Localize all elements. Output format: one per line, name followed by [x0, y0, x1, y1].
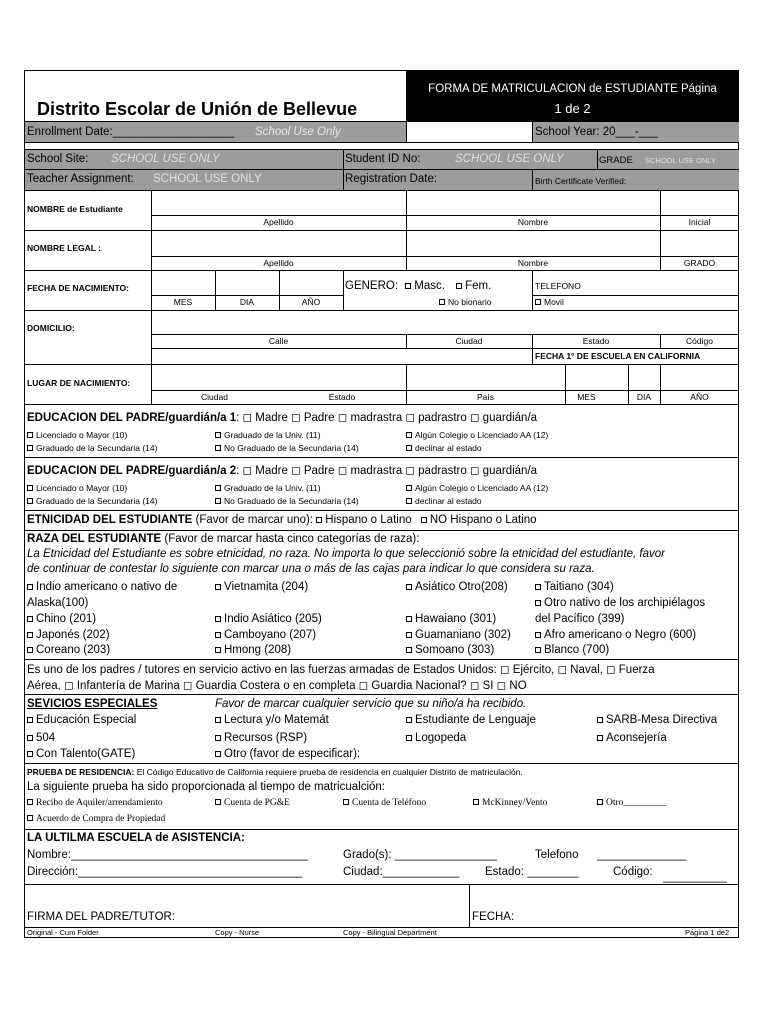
svc-lectura[interactable] [215, 714, 329, 726]
movil-checkbox[interactable] [535, 299, 541, 305]
masc-label: Masc. [414, 280, 445, 292]
race-camboyano-label: Camboyano (207) [224, 629, 317, 641]
svc-educacion-especial-checkbox[interactable] [27, 717, 33, 723]
race-blanco-label: Blanco (700) [544, 644, 610, 656]
teacher-label: Teacher Assignment: [27, 173, 134, 185]
parent1-row [27, 410, 537, 424]
dob-dia: DIA [239, 297, 255, 307]
enrollment-label: Enrollment Date:___________________ [27, 126, 235, 138]
residence-row [27, 767, 523, 777]
escuela-dia: DIA [636, 392, 652, 402]
res-mckinney[interactable] [473, 798, 547, 808]
race-otro-nativo[interactable] [535, 597, 705, 609]
race-coreano[interactable] [27, 644, 110, 656]
p2-graduado-univ[interactable] [215, 483, 321, 493]
svc-aconsejeria[interactable] [597, 732, 667, 744]
enrollment-value: School Use Only [255, 126, 341, 138]
res-recibo[interactable] [27, 798, 163, 808]
race-camboyano[interactable] [215, 629, 316, 641]
race-afro[interactable] [535, 629, 696, 641]
nombre-caption: Nombre [517, 217, 549, 227]
gender-label: GENERO: [345, 280, 399, 292]
svc-educacion-especial[interactable] [27, 714, 136, 726]
svc-lectura-checkbox[interactable] [215, 717, 221, 723]
race-hmong[interactable] [215, 644, 291, 656]
res-otro[interactable] [597, 798, 666, 808]
race-blanco[interactable] [535, 644, 609, 656]
p2-algun-colegio-label: Algún Colegio o Licenciado AA (12) [415, 483, 549, 493]
p2-graduado-sec-label: Graduado de la Secundaria (14) [36, 496, 158, 506]
race-indio-asiatico-label: Indio Asiático (205) [224, 613, 322, 625]
race-somoano[interactable] [406, 644, 494, 656]
race-coreano-checkbox[interactable] [27, 647, 33, 653]
race-note-2: de continuar de contestar lo siguiente con marcar una o más de las cajas para indicar lo que considera su raza. [27, 563, 595, 575]
parent2-title: EDUCACION DEL PADRE/guardián/a 2 [27, 465, 237, 477]
grade-label: GRADE [599, 155, 633, 166]
p1-licenciado-checkbox[interactable] [27, 432, 33, 438]
footer-copy-nurse: Copy - Nurse [215, 928, 260, 937]
race-somoano-checkbox[interactable] [406, 647, 412, 653]
p2-licenciado[interactable] [27, 483, 127, 493]
domicilio-label: DOMICILIO: [27, 323, 75, 333]
lugar-ciudad: Ciudad [201, 392, 228, 402]
race-otro-nativo-2: del Pacífico (399) [535, 613, 625, 625]
race-chino-checkbox[interactable] [27, 616, 33, 622]
escuela-ano: AÑO [690, 392, 709, 402]
race-afro-checkbox[interactable] [535, 632, 541, 638]
p2-licenciado-label: Licenciado o Mayor (10) [36, 483, 128, 493]
registration-label: Registration Date: [345, 173, 438, 185]
race-instruction: (Favor de marcar hasta cinco categorías de raza): [164, 533, 420, 545]
last-school-grados[interactable]: Grado(s): ________________ [343, 849, 498, 861]
race-asiatico-otro-label: Asiático Otro(208) [415, 581, 508, 593]
res-pge-label: Cuenta de PG&E [224, 798, 290, 808]
movil-label: Movil [544, 297, 564, 307]
svc-504[interactable] [27, 732, 55, 744]
p2-graduado-univ-label: Graduado de la Univ. (11) [224, 483, 321, 493]
student-name-label: NOMBRE de Estudiante [27, 204, 123, 214]
race-asiatico-otro[interactable] [406, 581, 508, 593]
p1-graduado-univ-label: Graduado de la Univ. (11) [224, 430, 321, 440]
p1-licenciado-label: Licenciado o Mayor (10) [36, 430, 128, 440]
svc-504-label: 504 [36, 732, 56, 744]
military-line1[interactable]: Es uno de los padres / tutores en servicio activo en las fuerzas armadas de Estados Unidos: ◻ Ejército, ◻ Naval, ◻ Fuerza [27, 664, 655, 676]
legal-name-label: NOMBRE LEGAL : [27, 243, 101, 253]
race-vietnamita-label: Vietnamita (204) [224, 581, 309, 593]
fecha-label: FECHA: [472, 911, 515, 923]
p1-algun-colegio[interactable] [406, 430, 548, 440]
military-line2[interactable]: Aérea, ◻ Infantería de Marina ◻ Guardia Costera o en completa ◻ Guardia Nacional? ◻ SI ◻ NO [27, 680, 527, 692]
race-taitiano[interactable] [535, 581, 614, 593]
race-indio-label: Indio americano o nativo de [36, 581, 178, 593]
svc-lenguaje-label: Estudiante de Lenguaje [415, 714, 536, 726]
race-hawaiano-label: Hawaiano (301) [415, 613, 497, 625]
legal-apellido-caption: Apellido [263, 258, 294, 268]
grado-caption: GRADO [683, 258, 716, 268]
p1-declinar-checkbox[interactable] [406, 445, 412, 451]
ethnicity-title: ETNICIDAD DEL ESTUDIANTE [27, 514, 193, 526]
svc-gate[interactable] [27, 748, 135, 760]
parent2-relations[interactable]: : ◻ Madre ◻ Padre ◻ madrastra ◻ padrastro ◻ guardián/a [236, 465, 538, 477]
p1-graduado-sec-label: Graduado de la Secundaria (14) [36, 443, 158, 453]
services-title: SEVICIOS ESPECIALES [27, 698, 158, 710]
res-otro-checkbox[interactable] [597, 799, 603, 805]
codigo-caption: Código [686, 336, 713, 346]
p1-graduado-univ[interactable] [215, 430, 321, 440]
footer-original: Original - Cum Folder [27, 928, 99, 937]
calle-caption: Calle [268, 336, 289, 346]
district-title: Distrito Escolar de Unión de Bellevue [37, 99, 358, 119]
dob-mes: MES [173, 297, 193, 307]
race-japones[interactable] [27, 629, 110, 641]
race-indio[interactable] [27, 581, 177, 593]
hispano-checkbox[interactable] [316, 517, 322, 523]
grade-value: SCHOOL USE ONLY [645, 156, 716, 165]
race-coreano-label: Coreano (203) [36, 644, 111, 656]
last-school-estado[interactable]: Estado: ________ [485, 866, 579, 878]
race-japones-checkbox[interactable] [27, 632, 33, 638]
nobinario-row [439, 297, 491, 307]
race-guamaniano[interactable] [406, 629, 511, 641]
no-hispano-label: NO Hispano o Latino [429, 514, 537, 526]
res-mckinney-label: McKinney/Vento [482, 798, 548, 808]
p2-no-graduado-label: No Graduado de la Secundaria (14) [224, 496, 359, 506]
last-school-nombre[interactable]: Nombre:_____________________________________ [27, 849, 308, 861]
p1-licenciado[interactable] [27, 430, 127, 440]
p1-algun-colegio-checkbox[interactable] [406, 432, 412, 438]
p2-algun-colegio-checkbox[interactable] [406, 485, 412, 491]
p2-licenciado-checkbox[interactable] [27, 485, 33, 491]
fem-checkbox[interactable] [456, 283, 462, 289]
p1-no-graduado-checkbox[interactable] [215, 445, 221, 451]
svc-lenguaje[interactable] [406, 714, 536, 726]
legal-nombre-caption: Nombre [517, 258, 549, 268]
res-telefono-label: Cuenta de Teléfono [352, 798, 427, 808]
race-indio-checkbox[interactable] [27, 584, 33, 590]
race-chino-label: Chino (201) [36, 613, 97, 625]
race-taitiano-checkbox[interactable] [535, 584, 541, 590]
race-asiatico-otro-checkbox[interactable] [406, 584, 412, 590]
race-indio-asiatico[interactable] [215, 613, 322, 625]
race-title: RAZA DEL ESTUDIANTE [27, 533, 162, 545]
dob-ano: AÑO [301, 297, 321, 307]
last-school-codigo: Código: [613, 866, 653, 878]
race-chino[interactable] [27, 613, 96, 625]
svc-lenguaje-checkbox[interactable] [406, 717, 412, 723]
apellido-caption: Apellido [263, 217, 294, 227]
p1-no-graduado-label: No Graduado de la Secundaria (14) [224, 443, 359, 453]
p2-no-graduado-checkbox[interactable] [215, 498, 221, 504]
race-somoano-label: Somoano (303) [415, 644, 495, 656]
race-japones-label: Japonés (202) [36, 629, 110, 641]
res-acuerdo-checkbox[interactable] [27, 815, 33, 821]
last-school-title: LA ULTILMA ESCUELA de ASISTENCIA: [27, 832, 245, 844]
residence-title: PRUEBA DE RESIDENCIA: [27, 767, 135, 777]
p1-algun-colegio-label: Algún Colegio o Licenciado AA (12) [415, 430, 549, 440]
footer-page: Página 1 de2 [685, 928, 730, 937]
svc-recursos-label: Recursos (RSP) [224, 732, 308, 744]
ciudad-caption: Ciudad [455, 336, 483, 346]
fecha-escuela-ca: FECHA 1° DE ESCUELA EN CALIFORNIA [535, 351, 701, 361]
ethnicity-instruction: (Favor de marcar uno): [195, 514, 314, 526]
p2-declinar-checkbox[interactable] [406, 498, 412, 504]
race-taitiano-label: Taitiano (304) [544, 581, 614, 593]
res-acuerdo[interactable] [27, 814, 165, 824]
res-pge[interactable] [215, 798, 290, 808]
enrollment-form [24, 70, 739, 938]
res-telefono[interactable] [343, 798, 426, 808]
race-hmong-label: Hmong (208) [224, 644, 292, 656]
footer-copy-bilingual: Copy - Bilingual Department [343, 928, 437, 937]
school-site-label: School Site: [27, 153, 89, 165]
fem-label: Fem. [465, 280, 492, 292]
svc-sarb[interactable] [597, 714, 717, 726]
residence-text: El Código Educativo de California requiere prueba de residencia en cualquier Distrito de matriculación. [136, 767, 523, 777]
birth-cert-label: Birth Certificate Verified: [535, 176, 627, 186]
services-instruction: Favor de marcar cualquier servicio que su niño/a ha recibido. [215, 698, 527, 710]
no-hispano-checkbox[interactable] [421, 517, 427, 523]
svc-aconsejeria-checkbox[interactable] [597, 735, 603, 741]
race-note-1: La Etnicidad del Estudiante es sobre etnicidad, no raza. No importa lo que seleccionió sobre la etnicidad del estudiante, favor [27, 548, 666, 560]
p2-declinar-label: declinar al estado [415, 496, 482, 506]
res-telefono-checkbox[interactable] [343, 799, 349, 805]
school-site-value: SCHOOL USE ONLY [111, 153, 220, 165]
parent2-row [27, 463, 537, 477]
lugar-pais: País [476, 392, 494, 402]
race-vietnamita-checkbox[interactable] [215, 584, 221, 590]
race-indio-2: Alaska(100) [27, 597, 89, 609]
estado-caption: Estado [582, 336, 610, 346]
p1-graduado-sec[interactable] [27, 443, 157, 453]
form-title-line2: 1 de 2 [554, 101, 591, 116]
svc-sarb-label: SARB-Mesa Directiva [606, 714, 718, 726]
lugar-estado: Estado [328, 392, 356, 402]
parent1-title: EDUCACION DEL PADRE/guardián/a 1 [27, 412, 237, 424]
svc-sarb-checkbox[interactable] [597, 717, 603, 723]
svc-recursos-checkbox[interactable] [215, 735, 221, 741]
student-id-value: SCHOOL USE ONLY [455, 153, 564, 165]
race-blanco-checkbox[interactable] [535, 647, 541, 653]
svc-logopeda-label: Logopeda [415, 732, 467, 744]
res-otro-label: Otro_________ [606, 798, 667, 808]
form-title-box [406, 71, 739, 121]
svc-logopeda-checkbox[interactable] [406, 735, 412, 741]
res-mckinney-checkbox[interactable] [473, 799, 479, 805]
svc-recursos[interactable] [215, 732, 307, 744]
escuela-mes: MES [577, 392, 596, 402]
p1-graduado-sec-checkbox[interactable] [27, 445, 33, 451]
student-id-label: Student ID No: [345, 153, 421, 165]
p1-no-graduado[interactable] [215, 443, 359, 453]
ethnicity-row [27, 514, 537, 526]
race-guamaniano-checkbox[interactable] [406, 632, 412, 638]
telefono-label: TELEFONO [535, 281, 581, 291]
res-recibo-checkbox[interactable] [27, 799, 33, 805]
race-otro-nativo-checkbox[interactable] [535, 600, 541, 606]
svc-otro-checkbox[interactable] [215, 751, 221, 757]
last-school-telefono-line[interactable]: ______________ [597, 849, 687, 861]
form-title-line1: FORMA DE MATRICULACION de ESTUDIANTE Página [428, 83, 717, 95]
res-recibo-label: Recibo de Aquiler/arrendamiento [36, 798, 163, 808]
p2-no-graduado[interactable] [215, 496, 359, 506]
last-school-codigo-line[interactable]: __________ [663, 871, 727, 883]
dob-label: FECHA DE NACIMIENTO: [27, 283, 129, 293]
school-year[interactable]: School Year: 20___-___ [535, 126, 658, 138]
res-pge-checkbox[interactable] [215, 799, 221, 805]
race-guamaniano-label: Guamaniano (302) [415, 629, 511, 641]
teacher-value: SCHOOL USE ONLY [153, 173, 262, 185]
race-vietnamita[interactable] [215, 581, 308, 593]
race-row [27, 533, 419, 545]
last-school-ciudad[interactable]: Ciudad:____________ [343, 866, 460, 878]
gender-row [345, 280, 491, 292]
p1-declinar-label: declinar al estado [415, 443, 482, 453]
svc-otro[interactable] [215, 748, 360, 760]
p2-algun-colegio[interactable] [406, 483, 548, 493]
firma-label: FIRMA DEL PADRE/TUTOR: [27, 911, 176, 923]
lugar-label: LUGAR DE NACIMIENTO: [27, 378, 131, 388]
parent1-relations[interactable]: : ◻ Madre ◻ Padre ◻ madrastra ◻ padrastro ◻ guardián/a [236, 412, 538, 424]
nobinario-checkbox[interactable] [439, 299, 445, 305]
inicial-caption: Inicial [688, 217, 711, 227]
race-otro-nativo-label: Otro nativo de los archipiélagos [544, 597, 706, 609]
svc-gate-label: Con Talento(GATE) [36, 748, 136, 760]
masc-checkbox[interactable] [405, 283, 411, 289]
p2-declinar[interactable] [406, 496, 482, 506]
svc-504-checkbox[interactable] [27, 735, 33, 741]
svc-otro-label: Otro (favor de especificar): [224, 748, 361, 760]
p2-graduado-sec-checkbox[interactable] [27, 498, 33, 504]
race-hawaiano[interactable] [406, 613, 496, 625]
svc-gate-checkbox[interactable] [27, 751, 33, 757]
last-school-direccion[interactable]: Dirección:___________________________________ [27, 866, 302, 878]
p1-declinar[interactable] [406, 443, 482, 453]
race-indio-asiatico-checkbox[interactable] [215, 616, 221, 622]
movil-row [535, 297, 564, 307]
p2-graduado-sec[interactable] [27, 496, 157, 506]
nobinario-label: No bionario [448, 297, 492, 307]
svc-educacion-especial-label: Educación Especial [36, 714, 137, 726]
last-school-telefono: Telefono [535, 849, 579, 861]
race-afro-label: Afro americano o Negro (600) [544, 629, 697, 641]
svc-lectura-label: Lectura y/o Matemát [224, 714, 329, 726]
residence-line2: La siguiente prueba ha sido proporcionada al tiempo de matricualción: [27, 781, 386, 793]
svc-aconsejeria-label: Aconsejería [606, 732, 667, 744]
race-hawaiano-checkbox[interactable] [406, 616, 412, 622]
race-hmong-checkbox[interactable] [215, 647, 221, 653]
race-camboyano-checkbox[interactable] [215, 632, 221, 638]
svc-logopeda[interactable] [406, 732, 466, 744]
p1-graduado-univ-checkbox[interactable] [215, 432, 221, 438]
res-acuerdo-label: Acuerdo de Compra de Propiedad [36, 814, 166, 824]
hispano-label: Hispano o Latino [325, 514, 412, 526]
p2-graduado-univ-checkbox[interactable] [215, 485, 221, 491]
